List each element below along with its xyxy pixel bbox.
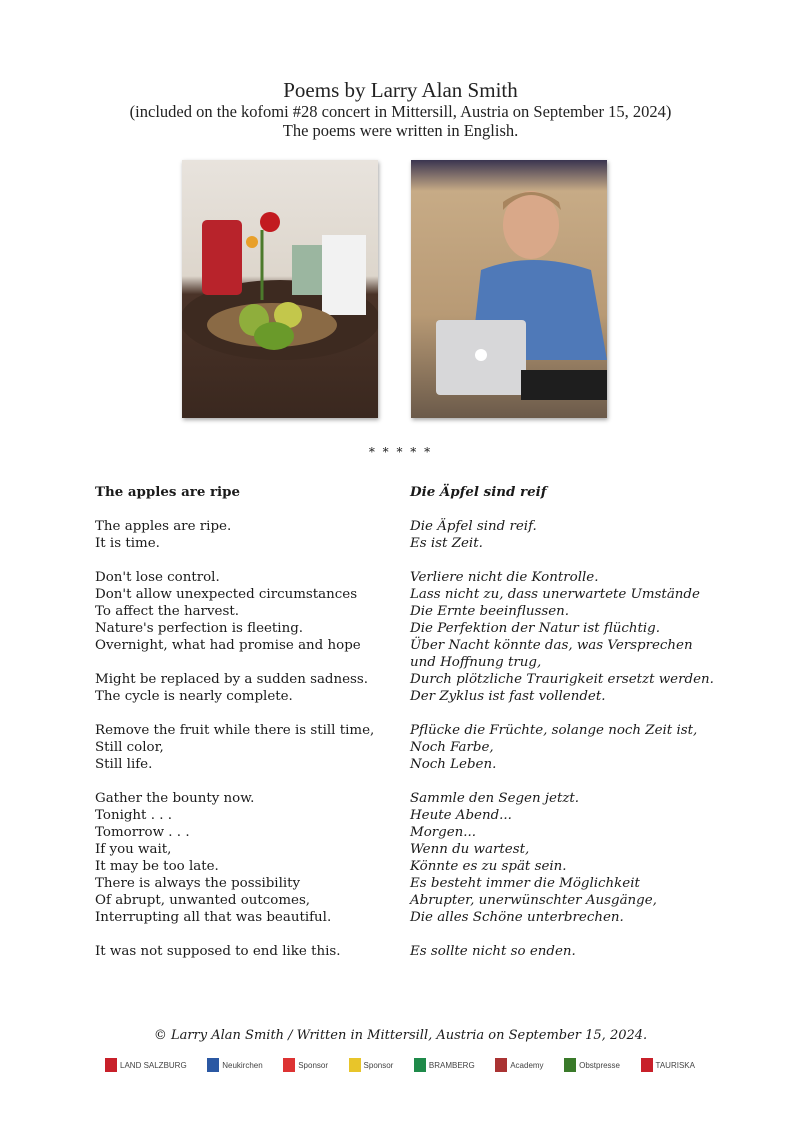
poem-line: Es besteht immer die Möglichkeit: [410, 876, 640, 891]
poem-line: Pflücke die Früchte, solange noch Zeit ist,: [410, 723, 698, 738]
poem-line: Über Nacht könnte das, was Versprechen: [410, 638, 693, 653]
logo-text: TAURISKA: [655, 1060, 695, 1070]
sponsor-logo: [105, 1058, 187, 1072]
poem-line: Don't allow unexpected circumstances: [95, 587, 358, 602]
poem-line: Don't lose control.: [95, 570, 220, 585]
section-separator: * * * * *: [368, 445, 433, 459]
still-life-photo: [182, 160, 378, 418]
poem-line: Heute Abend...: [410, 808, 512, 823]
logo-text: Sponsor: [363, 1060, 394, 1070]
poem-line: Noch Leben.: [410, 757, 497, 772]
german-poem-title: Die Äpfel sind reif: [410, 484, 547, 500]
sponsor-logo: [564, 1058, 620, 1072]
sponsor-logo: [414, 1058, 475, 1072]
stanza: [95, 671, 374, 705]
german-poem: [410, 484, 714, 977]
poem-line: Morgen...: [410, 825, 477, 840]
poem-line: Es sollte nicht so enden.: [410, 944, 576, 959]
still-life-illustration: [182, 160, 378, 418]
poem-line: It was not supposed to end like this.: [95, 944, 341, 959]
poem-line: If you wait,: [95, 842, 172, 857]
logo-mark-icon: [414, 1058, 426, 1072]
poem-line: Der Zyklus ist fast vollendet.: [410, 689, 606, 704]
stanza: [95, 943, 374, 960]
performer-photo: [411, 160, 607, 418]
copyright-line: © Larry Alan Smith / Written in Mittersill, Austria on September 15, 2024.: [153, 1028, 648, 1043]
poem-line: Overnight, what had promise and hope: [95, 638, 361, 653]
poem-line: Die Perfektion der Natur ist flüchtig.: [410, 621, 661, 636]
logo-mark-icon: [207, 1058, 219, 1072]
logo-text: LAND SALZBURG: [120, 1060, 187, 1070]
stanza: [95, 518, 374, 552]
poem-line: Sammle den Segen jetzt.: [410, 791, 580, 806]
stanza: [410, 722, 714, 773]
poem-line: Might be replaced by a sudden sadness.: [95, 672, 369, 687]
english-poem-title: The apples are ripe: [95, 484, 241, 500]
stanza: [410, 518, 714, 552]
poem-line: Tomorrow . . .: [95, 825, 190, 840]
poem-line: Die Äpfel sind reif.: [410, 519, 537, 534]
poem-line: Still color,: [95, 740, 164, 755]
logo-text: Sponsor: [298, 1060, 329, 1070]
logo-mark-icon: [283, 1058, 295, 1072]
poem-line: The cycle is nearly complete.: [95, 689, 293, 704]
poem-line: Abrupter, unerwünschter Ausgänge,: [410, 893, 657, 908]
poem-line: It may be too late.: [95, 859, 219, 874]
poem-line: To affect the harvest.: [95, 604, 239, 619]
sponsor-logos: [105, 1052, 695, 1078]
poem-line: Gather the bounty now.: [95, 791, 255, 806]
logo-mark-icon: [641, 1058, 653, 1072]
poem-line: Es ist Zeit.: [410, 536, 483, 551]
logo-mark-icon: [564, 1058, 576, 1072]
sponsor-logo: [641, 1058, 695, 1072]
stanza: [95, 569, 374, 654]
logo-text: BRAMBERG: [428, 1060, 475, 1070]
poem-line: Wenn du wartest,: [410, 842, 530, 857]
poem-line: Still life.: [95, 757, 153, 772]
stanza: [410, 569, 714, 705]
poem-line: The apples are ripe.: [95, 519, 232, 534]
sponsor-logo: [495, 1058, 543, 1072]
poem-line: Verliere nicht die Kontrolle.: [410, 570, 599, 585]
poem-line: Tonight . . .: [95, 808, 172, 823]
poem-line: Of abrupt, unwanted outcomes,: [95, 893, 311, 908]
poem-line: Remove the fruit while there is still time,: [95, 723, 375, 738]
poem-line: Interrupting all that was beautiful.: [95, 910, 332, 925]
subtitle: (included on the kofomi #28 concert in Mittersill, Austria on September 15, 2024): [129, 102, 672, 121]
page-title: Poems by Larry Alan Smith: [283, 78, 518, 102]
performer-illustration: [411, 160, 607, 418]
logo-text: Obstpresse: [579, 1060, 620, 1070]
poem-line: Lass nicht zu, dass unerwartete Umstände: [410, 587, 700, 602]
language-note: The poems were written in English.: [282, 121, 519, 140]
logo-mark-icon: [349, 1058, 361, 1072]
poem-line: Noch Farbe,: [410, 740, 494, 755]
stanza: [410, 790, 714, 926]
header: [0, 78, 801, 140]
poem-line: Die alles Schöne unterbrechen.: [410, 910, 624, 925]
poem-line: There is always the possibility: [95, 876, 301, 891]
logo-text: Neukirchen: [222, 1060, 263, 1070]
stanza: [95, 722, 374, 773]
logo-mark-icon: [105, 1058, 117, 1072]
sponsor-logo: [283, 1058, 328, 1072]
poem-line: Nature's perfection is fleeting.: [95, 621, 304, 636]
sponsor-logo: [207, 1058, 262, 1072]
poem-line: Die Ernte beeinflussen.: [410, 604, 569, 619]
poem-line: Durch plötzliche Traurigkeit ersetzt werden.: [410, 672, 714, 687]
sponsor-logo: [349, 1058, 394, 1072]
logo-mark-icon: [495, 1058, 507, 1072]
poem-line: It is time.: [95, 536, 160, 551]
poem-line: und Hoffnung trug,: [410, 655, 542, 670]
poem-line: Könnte es zu spät sein.: [410, 859, 567, 874]
stanza: [95, 790, 374, 926]
english-poem: [95, 484, 374, 977]
logo-text: Academy: [510, 1060, 544, 1070]
stanza: [410, 943, 714, 960]
